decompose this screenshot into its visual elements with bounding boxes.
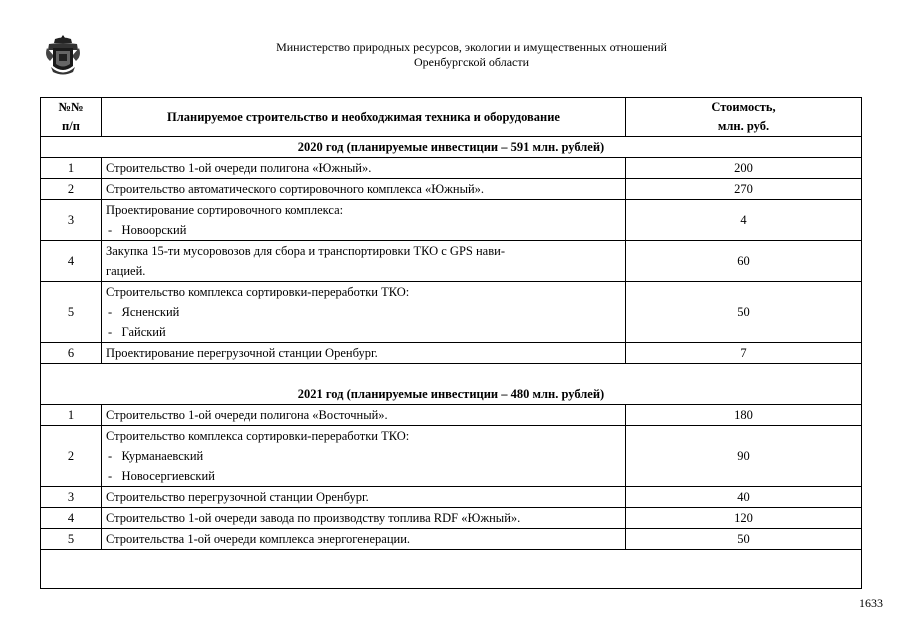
row-cost: 50: [626, 282, 862, 343]
row-cost: 50: [626, 529, 862, 550]
ministry-header: [0, 40, 905, 70]
row-description: [102, 529, 626, 550]
row-description: [102, 426, 626, 487]
row-description-text: Строительства 1-ой очереди комплекса энергогенерации.: [106, 532, 411, 546]
page-number: 1633: [859, 596, 883, 610]
row-number: 4: [41, 241, 102, 282]
ministry-name-line1: Министерство природных ресурсов, экологии и имущественных отношений: [276, 40, 667, 54]
table-row: [41, 158, 862, 179]
row-number: 3: [41, 200, 102, 241]
table-row: [41, 529, 862, 550]
row-sub-item: - Гайский: [108, 325, 166, 339]
row-number: 2: [41, 179, 102, 200]
row-number: 1: [41, 405, 102, 426]
row-number: 1: [41, 158, 102, 179]
table-header-row: [41, 98, 862, 137]
row-number: 6: [41, 343, 102, 364]
row-description: [102, 179, 626, 200]
table-row: [41, 343, 862, 364]
row-description: [102, 200, 626, 241]
year-2020-row: [41, 137, 862, 158]
year-2021-row: [41, 364, 862, 405]
row-description-text: Проектирование сортировочного комплекса:: [106, 203, 344, 217]
row-cost: 270: [626, 179, 862, 200]
row-number: 5: [41, 529, 102, 550]
row-description-text: Строительство 1-ой очереди полигона «Восточный».: [106, 408, 388, 422]
row-cost: 60: [626, 241, 862, 282]
row-cost: 7: [626, 343, 862, 364]
row-description-text: Строительство 1-ой очереди завода по производству топлива RDF «Южный».: [106, 511, 521, 525]
row-description-text: Закупка 15-ти мусоровозов для сбора и транспортировки ТКО с GPS нави- гацией.: [106, 244, 505, 278]
empty-row: [41, 550, 862, 589]
row-sub-item: - Новосергиевский: [108, 469, 215, 483]
row-number: 2: [41, 426, 102, 487]
row-sub-item: - Ясненский: [108, 305, 180, 319]
row-sub-item: - Курманаевский: [108, 449, 204, 463]
row-cost: 90: [626, 426, 862, 487]
table-row: [41, 179, 862, 200]
row-number: 3: [41, 487, 102, 508]
row-cost: 200: [626, 158, 862, 179]
row-sub-item: - Новоорский: [108, 223, 187, 237]
table-row: [41, 508, 862, 529]
row-description-text: Строительство перегрузочной станции Оренбург.: [106, 490, 369, 504]
row-description-text: Строительство 1-ой очереди полигона «Южный».: [106, 161, 372, 175]
header-cost: Стоимость, млн. руб.: [626, 98, 862, 137]
row-cost: 120: [626, 508, 862, 529]
investment-table: [40, 97, 862, 589]
table-row: [41, 241, 862, 282]
row-description-text: Строительство комплекса сортировки-переработки ТКО:: [106, 429, 410, 443]
row-description-text: Строительство комплекса сортировки-переработки ТКО:: [106, 285, 410, 299]
table-row: [41, 282, 862, 343]
empty-cell: [41, 550, 862, 589]
row-description: [102, 241, 626, 282]
year-2020-title: 2020 год (планируемые инвестиции – 591 млн. рублей): [41, 137, 862, 158]
table-row: [41, 426, 862, 487]
table-row: [41, 487, 862, 508]
row-description: [102, 487, 626, 508]
row-number: 4: [41, 508, 102, 529]
year-2021-title: 2021 год (планируемые инвестиции – 480 млн. рублей): [41, 364, 862, 405]
row-cost: 4: [626, 200, 862, 241]
row-number: 5: [41, 282, 102, 343]
row-description: [102, 405, 626, 426]
header-number: №№ п/п: [41, 98, 102, 137]
row-cost: 180: [626, 405, 862, 426]
table-row: [41, 200, 862, 241]
row-description: [102, 282, 626, 343]
header-description: Планируемое строительство и необходжимая техника и оборудование: [102, 98, 626, 137]
row-description: [102, 508, 626, 529]
ministry-name-line2: Оренбургской области: [413, 55, 530, 69]
table-row: [41, 405, 862, 426]
row-description-text: Строительство автоматического сортировочного комплекса «Южный».: [106, 182, 485, 196]
row-cost: 40: [626, 487, 862, 508]
row-description: [102, 343, 626, 364]
row-description: [102, 158, 626, 179]
row-description-text: Проектирование перегрузочной станции Оренбург.: [106, 346, 378, 360]
